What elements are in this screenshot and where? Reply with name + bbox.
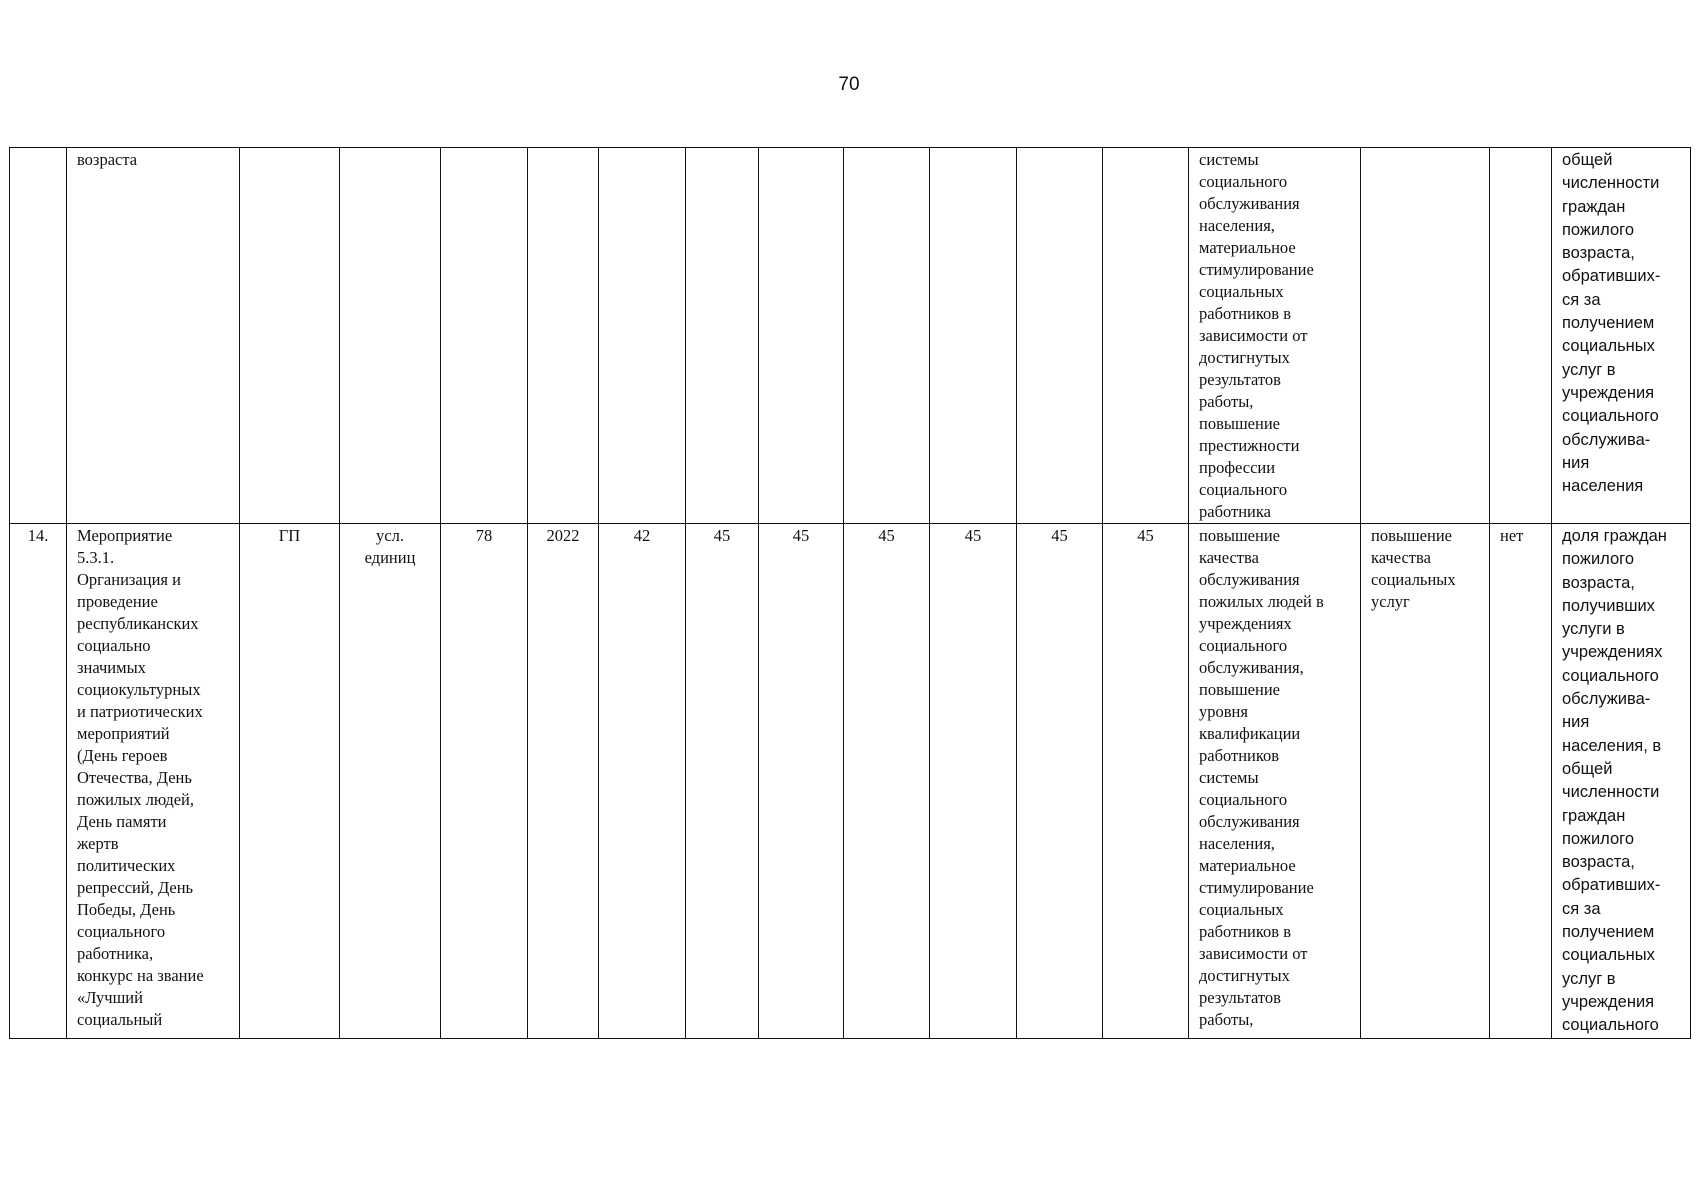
row-number: 14. [10, 524, 67, 1039]
row-number [10, 148, 67, 524]
value-cell: 45 [1103, 524, 1189, 1039]
unit: усл. единиц [340, 524, 441, 1039]
value-cell: 45 [1017, 524, 1103, 1039]
value-cell [1103, 148, 1189, 524]
base-year: 2022 [528, 524, 599, 1039]
measure-name: возраста [67, 148, 240, 524]
executor: ГП [240, 524, 340, 1039]
value-cell [844, 148, 930, 524]
expected-result: системы социального обслуживания населения, материальное стимулирование социальных работников в зависимости от достигнутых результатов работы, повышение престижности профессии социального работника [1189, 148, 1361, 524]
indicator: общей численности граждан пожилого возраста, обративших- ся за получением социальных услуг в учреждения социального обслужива- ния населения [1552, 148, 1691, 524]
goal: повышение качества социальных услуг [1361, 524, 1490, 1039]
measure-name: Мероприятие 5.3.1. Организация и проведение республиканских социально значимых социокультурных и патриотических мероприятий (День героев Отечества, День пожилых людей, День памяти жертв политических репрессий, День Победы, День социального работника, конкурс на звание «Лучший социальный [67, 524, 240, 1039]
page-number: 70 [838, 74, 860, 95]
value-cell [599, 148, 686, 524]
value-cell [686, 148, 759, 524]
table-row [10, 148, 1691, 524]
value-cell [930, 148, 1017, 524]
value-cell [1017, 148, 1103, 524]
value-cell: 45 [844, 524, 930, 1039]
flag: нет [1490, 524, 1552, 1039]
base-value: 78 [441, 524, 528, 1039]
value-cell [759, 148, 844, 524]
base-value [441, 148, 528, 524]
value-cell: 42 [599, 524, 686, 1039]
expected-result: повышение качества обслуживания пожилых людей в учреждениях социального обслуживания, повышение уровня квалификации работников системы социального обслуживания населения, материальное стимулирование социальных работников в зависимости от достигнутых результатов работы, [1189, 524, 1361, 1039]
goal [1361, 148, 1490, 524]
value-cell: 45 [686, 524, 759, 1039]
program-table [9, 147, 1691, 1039]
unit [340, 148, 441, 524]
value-cell: 45 [930, 524, 1017, 1039]
flag [1490, 148, 1552, 524]
executor [240, 148, 340, 524]
indicator: доля граждан пожилого возраста, получивших услуги в учреждениях социального обслужива- ния населения, в общей численности граждан пожилого возраста, обративших- ся за получением социальных услуг в учреждения социального [1552, 524, 1691, 1039]
table-row [10, 524, 1691, 1039]
value-cell: 45 [759, 524, 844, 1039]
base-year [528, 148, 599, 524]
